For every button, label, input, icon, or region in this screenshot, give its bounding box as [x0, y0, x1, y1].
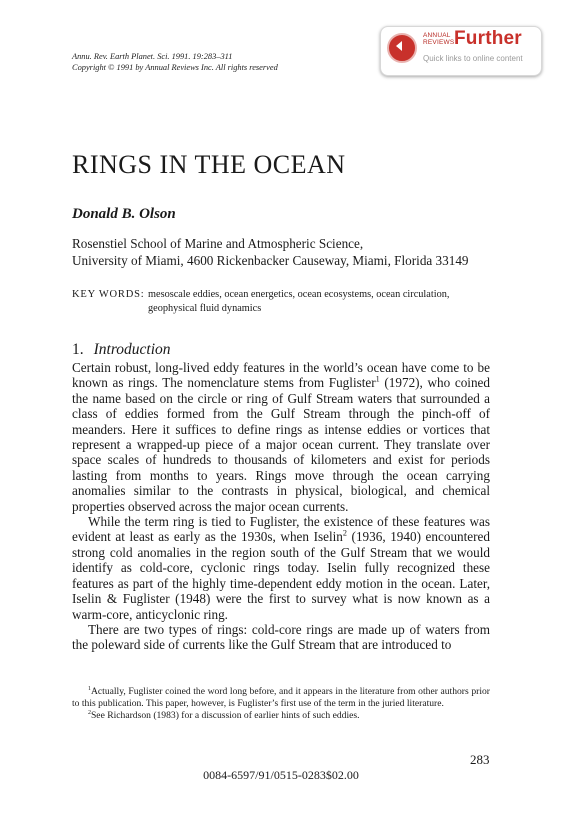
keywords-text: mesoscale eddies, ocean energetics, ocean ecosystems, ocean circulation, geophysical fluid dynamics	[148, 289, 450, 314]
journal-header	[72, 51, 278, 73]
article-author: Donald B. Olson	[72, 206, 176, 222]
journal-citation: Annu. Rev. Earth Planet. Sci. 1991. 19:283–311	[72, 52, 233, 61]
paragraph	[72, 514, 490, 622]
footnote-text: See Richardson (1983) for a discussion of earlier hints of such eddies.	[90, 710, 360, 721]
footnote	[72, 710, 490, 722]
paragraph	[72, 360, 490, 514]
section-number: 1.	[72, 341, 84, 358]
paragraph-text: (1972), who coined the name based on the circle or ring of Gulf Stream waters that surrounded a class of eddies formed from the Gulf Stream through the pinch-off of meanders. Here it suffices to define rings as intense eddies or vortices that represent a wrapped-up piece of a major ocean current. They translate over space scales of hundreds to thousands of kilometers and exist for periods lasting from months to years. Rings move through the ocean carrying anomalies similar to the contrasts in physical, biological, and chemical properties observed across the major ocean currents.	[72, 375, 490, 514]
section-title: Introduction	[93, 341, 171, 358]
keywords-label: KEY WORDS:	[72, 289, 145, 300]
affiliation-line1: Rosenstiel School of Marine and Atmospheric Science,	[72, 236, 364, 251]
footnote-ref[interactable]: 2	[342, 529, 347, 539]
footnotes	[72, 686, 490, 722]
badge-brand-line1: ANNUAL	[423, 32, 451, 39]
article-code: 0084-6597/91/0515-0283$02.00	[203, 768, 359, 782]
badge-word: Further	[454, 28, 522, 49]
footnote-text: Actually, Fuglister coined the word long before, and it appears in the literature from other authors prior to this publication. This paper, however, is Fuglister’s first use of the term in the juried literature.	[72, 686, 490, 709]
footnote-mark: 1	[88, 685, 91, 692]
affiliation	[72, 236, 512, 269]
article-title: RINGS IN THE OCEAN	[72, 150, 346, 179]
paragraph-text: Certain robust, long-lived eddy features in the world’s ocean have come to be known as rings. The nomenclature stems from Fuglister	[72, 360, 490, 391]
footnote-mark: 2	[88, 709, 91, 716]
paragraph: There are two types of rings: cold-core rings are made up of waters from the poleward side of currents like the Gulf Stream that are introduced to	[72, 621, 490, 653]
footnote-ref[interactable]: 1	[375, 375, 380, 385]
body-text	[72, 360, 490, 653]
copyright-line: Copyright © 1991 by Annual Reviews Inc. All rights reserved	[72, 63, 278, 72]
badge-brand-line2: REVIEWS	[423, 39, 455, 46]
footnote	[72, 686, 490, 710]
paragraph-text: (1936, 1940) encountered strong cold anomalies in the region south of the Gulf Stream that we would identify as cold-core, cyclonic rings today. Iselin fully recognized these features as part of the highly time-dependent eddy motion in the ocean. Later, Iselin & Fuglister (1948) were the first to survey what is now known as a warm-core, anticyclonic ring.	[72, 529, 490, 622]
page-number: 283	[470, 752, 490, 767]
section-heading	[72, 341, 171, 359]
further-badge[interactable]	[380, 26, 542, 76]
paragraph-text: While the term ring is tied to Fuglister, the existence of these features was evident at least as early as the 1930s, when Iselin	[72, 514, 490, 545]
affiliation-line2: University of Miami, 4600 Rickenbacker Causeway, Miami, Florida 33149	[72, 252, 469, 268]
badge-tagline: Quick links to online content	[423, 54, 523, 63]
play-arrow-icon	[387, 33, 417, 63]
badge-brand	[423, 32, 454, 46]
